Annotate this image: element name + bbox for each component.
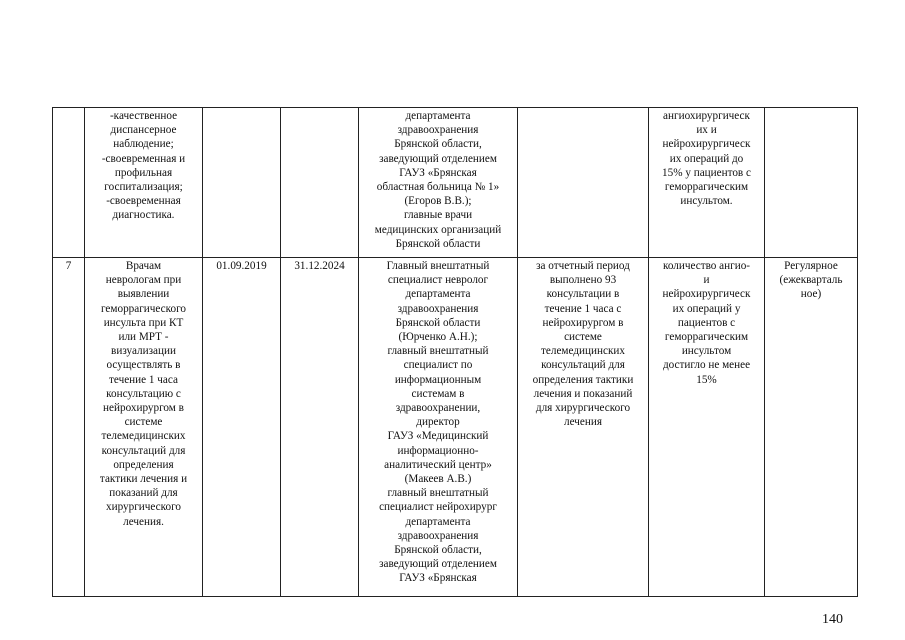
text-line: департамента <box>405 110 471 122</box>
indicator-cell <box>649 108 765 258</box>
text-line: специалист нейрохирург <box>379 501 497 514</box>
text-line: показаний для <box>109 487 178 500</box>
start-date-cell: 01.09.2019 <box>203 258 281 597</box>
text-line: Главный внештатный <box>386 260 490 272</box>
indicator-cell <box>649 258 765 597</box>
text-line: -своевременная <box>106 195 181 208</box>
text-line: или МРТ - <box>118 331 169 344</box>
text-line: нейрохирургом в <box>542 316 624 329</box>
text-line: определения <box>113 458 174 471</box>
text-line: заведующий отделением <box>379 152 497 165</box>
text-line: главный внештатный <box>387 345 489 358</box>
text-line: консультацию с <box>106 387 181 400</box>
text-line: областная больница № 1» <box>376 181 500 194</box>
text-line: директор <box>416 416 460 429</box>
plan-table <box>52 107 858 597</box>
text-line: (ежекварталь <box>779 274 843 287</box>
responsible-cell <box>359 108 518 258</box>
measure-cell <box>85 258 203 597</box>
row-number-cell: 7 <box>53 258 85 597</box>
table-row <box>53 258 858 597</box>
page-number: 140 <box>822 612 843 627</box>
text-line: медицинских организаций <box>374 223 502 236</box>
text-line: ное) <box>800 288 822 301</box>
text-line: Брянской области <box>395 316 481 329</box>
result-cell <box>518 108 649 258</box>
text-line: пациентов с <box>677 316 736 329</box>
text-line: и <box>703 274 710 287</box>
start-date-cell <box>203 108 281 258</box>
text-line: -своевременная и <box>101 152 186 165</box>
text-line: выявлении <box>117 288 170 301</box>
text-line: главные врачи <box>403 209 473 222</box>
text-line: главный внештатный <box>387 487 489 500</box>
end-date-cell: 31.12.2024 <box>281 258 359 597</box>
text-line: нейрохирургическ <box>662 138 751 151</box>
text-line: заведующий отделением <box>379 558 497 571</box>
text-line: консультаций для <box>101 444 186 457</box>
text-line: определения тактики <box>532 373 634 386</box>
text-line: наблюдение; <box>113 138 174 151</box>
text-line: ГАУЗ «Брянская <box>399 572 477 585</box>
text-line: инсультом <box>681 345 732 358</box>
text-line: осуществлять в <box>106 359 181 372</box>
text-line: лечения. <box>123 515 164 528</box>
text-line: их операций у <box>672 302 741 315</box>
text-line: аналитический центр» <box>384 458 492 471</box>
text-line: хирургического <box>106 501 181 514</box>
row-number-cell <box>53 108 85 258</box>
text-line: ГАУЗ «Брянская <box>399 166 477 179</box>
text-line: системе <box>124 416 163 429</box>
text-line: тактики лечения и <box>99 473 188 486</box>
text-line: консультаций для <box>541 359 625 372</box>
text-line: ангиохирургическ <box>663 110 750 122</box>
text-line: Брянской области, <box>394 138 482 151</box>
text-line: за отчетный период <box>536 260 630 272</box>
table-row <box>53 108 858 258</box>
responsible-cell <box>359 258 518 597</box>
text-line: 15% у пациентов с <box>662 166 751 179</box>
text-line: геморрагическим <box>664 331 749 344</box>
text-line: геморрагического <box>100 302 186 315</box>
text-line: (Егоров В.В.); <box>404 195 472 208</box>
end-date-cell <box>281 108 359 258</box>
text-line: инсультом. <box>680 195 733 208</box>
text-line: диспансерное <box>110 124 177 137</box>
text-line: консультации в <box>546 288 620 301</box>
text-line: нейрохирургом в <box>103 402 184 415</box>
text-line: системе <box>564 331 602 344</box>
text-line: для хирургического <box>535 402 631 415</box>
text-line: телемедицинских <box>101 430 186 443</box>
result-cell <box>518 258 649 597</box>
text-line: информационно- <box>397 444 479 457</box>
measure-cell <box>85 108 203 258</box>
text-line: диагностика. <box>112 209 175 222</box>
text-line: лечения <box>564 416 602 429</box>
text-line: их операций до <box>669 152 744 165</box>
text-line: 15% <box>696 373 717 386</box>
text-line: выполнено 93 <box>549 274 617 287</box>
text-line: информационным <box>394 373 482 386</box>
text-line: инсульта при КТ <box>103 316 184 329</box>
text-line: департамента <box>405 515 471 528</box>
text-line: госпитализация; <box>104 181 183 194</box>
frequency-cell <box>765 258 858 597</box>
frequency-cell <box>765 108 858 258</box>
text-line: специалист по <box>403 359 473 372</box>
text-line: течение 1 часа <box>109 373 178 386</box>
text-line: телемедицинских <box>541 345 625 358</box>
text-line: количество ангио- <box>662 260 751 272</box>
text-line: неврологам при <box>105 274 182 287</box>
text-line: ГАУЗ «Медицинский <box>387 430 489 443</box>
text-line: здравоохранении, <box>395 402 481 415</box>
text-line: визуализации <box>111 345 176 358</box>
text-line: Брянской области <box>395 237 481 250</box>
text-line: Регулярное <box>784 260 838 272</box>
text-line: департамента <box>405 288 471 301</box>
text-line: здравоохранения <box>397 302 479 315</box>
text-line: течение 1 часа с <box>544 302 622 315</box>
text-line: нейрохирургическ <box>662 288 751 301</box>
text-line: лечения и показаний <box>533 387 633 400</box>
text-line: их и <box>696 124 717 137</box>
text-line: достигло не менее <box>662 359 751 372</box>
text-line: здравоохранения <box>397 529 479 542</box>
text-line: специалист невролог <box>387 274 489 287</box>
text-line: (Юрченко А.Н.); <box>398 331 478 344</box>
text-line: Врачам <box>125 260 162 272</box>
text-line: Брянской области, <box>394 544 482 557</box>
text-line: геморрагическим <box>664 181 749 194</box>
text-line: системам в <box>411 387 465 400</box>
text-line: -качественное <box>109 110 178 122</box>
text-line: здравоохранения <box>397 124 479 137</box>
text-line: профильная <box>114 166 173 179</box>
text-line: (Макеев А.В.) <box>404 473 472 486</box>
